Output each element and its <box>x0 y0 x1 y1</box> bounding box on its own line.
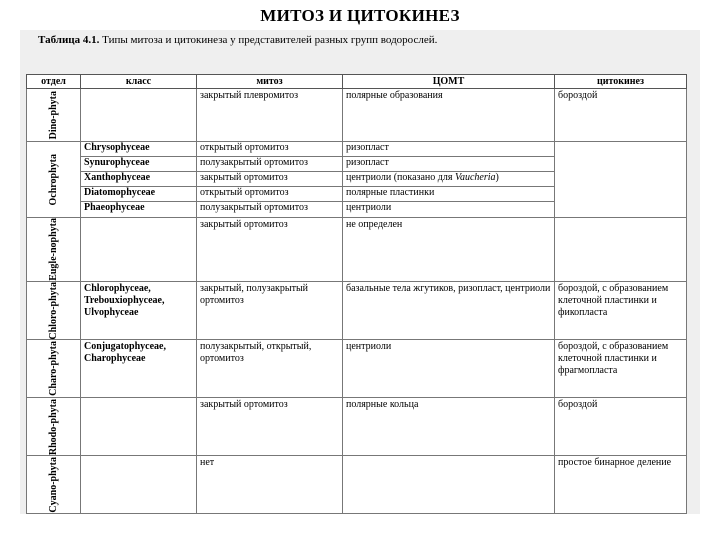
cytokinesis-cell <box>555 218 687 282</box>
division-name: Chloro-phyta <box>48 281 59 340</box>
header-division: отдел <box>27 75 81 89</box>
comt-value <box>343 172 554 187</box>
mitosis-cell: полузакрытый, открытый, ортомитоз <box>197 340 343 398</box>
table-header-row <box>27 75 687 89</box>
caption-label: Таблица 4.1. <box>38 34 100 46</box>
division-name: Rhodo-phyta <box>48 398 59 455</box>
division-cell <box>27 142 81 218</box>
table-row <box>27 398 687 456</box>
header-cytokinesis: цитокинез <box>555 75 687 89</box>
division-name: Charo-phyta <box>48 341 59 397</box>
header-class: класс <box>81 75 197 89</box>
page-title: МИТОЗ И ЦИТОКИНЕЗ <box>260 6 460 25</box>
mitosis-value: открытый ортомитоз <box>197 187 342 202</box>
class-cell: Chlorophyceae, Trebouxiophyceae, Ulvophyceae <box>81 281 197 340</box>
comt-text-tail: ) <box>495 172 499 183</box>
mitosis-cell: нет <box>197 456 343 514</box>
mitosis-cell <box>197 142 343 218</box>
class-cell <box>81 218 197 282</box>
mitosis-cell: закрытый ортомитоз <box>197 398 343 456</box>
cytokinesis-cell: бороздой, с образованием клеточной пластинки и фикопласта <box>555 281 687 340</box>
class-cell <box>81 142 197 218</box>
mitosis-table <box>26 74 687 514</box>
division-name: Eugle-nophyta <box>48 218 59 281</box>
mitosis-cell: закрытый плевромитоз <box>197 89 343 142</box>
cytokinesis-cell: бороздой, с образованием клеточной пластинки и фрагмопласта <box>555 340 687 398</box>
division-cell <box>27 218 81 282</box>
class-cell <box>81 398 197 456</box>
division-cell <box>27 89 81 142</box>
comt-cell: центриоли <box>343 340 555 398</box>
table-row <box>27 456 687 514</box>
table-row <box>27 218 687 282</box>
comt-cell: не определен <box>343 218 555 282</box>
cytokinesis-cell <box>555 142 687 218</box>
cytokinesis-cell: простое бинарное деление <box>555 456 687 514</box>
header-mitosis: митоз <box>197 75 343 89</box>
table-caption <box>38 34 437 46</box>
class-name: Chrysophyceae <box>81 142 196 157</box>
division-name: Cyano-phyta <box>48 457 59 513</box>
comt-value: ризопласт <box>343 157 554 172</box>
division-name: Dino-phyta <box>48 90 59 140</box>
comt-cell <box>343 456 555 514</box>
mitosis-value: полузакрытый ортомитоз <box>200 202 308 213</box>
comt-value: ризопласт <box>343 142 554 157</box>
mitosis-cell: закрытый, полузакрытый ортомитоз <box>197 281 343 340</box>
division-cell <box>27 340 81 398</box>
comt-value: центриоли <box>346 202 392 213</box>
class-name: Diatomophyceae <box>81 187 196 202</box>
caption-text: Типы митоза и цитокинеза у представителей разных групп водорослей. <box>99 34 438 46</box>
class-cell: Conjugatophyceae, Charophyceae <box>81 340 197 398</box>
division-cell <box>27 281 81 340</box>
comt-cell <box>343 142 555 218</box>
division-cell <box>27 456 81 514</box>
division-cell <box>27 398 81 456</box>
class-name: Synurophyceae <box>81 157 196 172</box>
mitosis-value: закрытый ортомитоз <box>197 172 342 187</box>
table-row <box>27 281 687 340</box>
document-scan <box>20 30 700 514</box>
cytokinesis-cell: бороздой <box>555 89 687 142</box>
cytokinesis-cell: бороздой <box>555 398 687 456</box>
class-name: Phaeophyceae <box>84 202 145 213</box>
table-row <box>27 89 687 142</box>
table-row <box>27 142 687 218</box>
comt-genus: Vaucheria <box>454 172 496 183</box>
mitosis-value: полузакрытый ортомитоз <box>197 157 342 172</box>
comt-cell: базальные тела жгутиков, ризопласт, центриоли <box>343 281 555 340</box>
comt-cell: полярные кольца <box>343 398 555 456</box>
mitosis-cell: закрытый ортомитоз <box>197 218 343 282</box>
class-cell <box>81 456 197 514</box>
comt-cell: полярные образования <box>343 89 555 142</box>
class-cell <box>81 89 197 142</box>
division-name: Ochrophyta <box>48 153 59 206</box>
table-row <box>27 340 687 398</box>
class-name: Xanthophyceae <box>81 172 196 187</box>
mitosis-value: открытый ортомитоз <box>197 142 342 157</box>
header-comt: ЦОМТ <box>343 75 555 89</box>
comt-text: центриоли (показано для <box>346 172 455 183</box>
comt-value: полярные пластинки <box>343 187 554 202</box>
